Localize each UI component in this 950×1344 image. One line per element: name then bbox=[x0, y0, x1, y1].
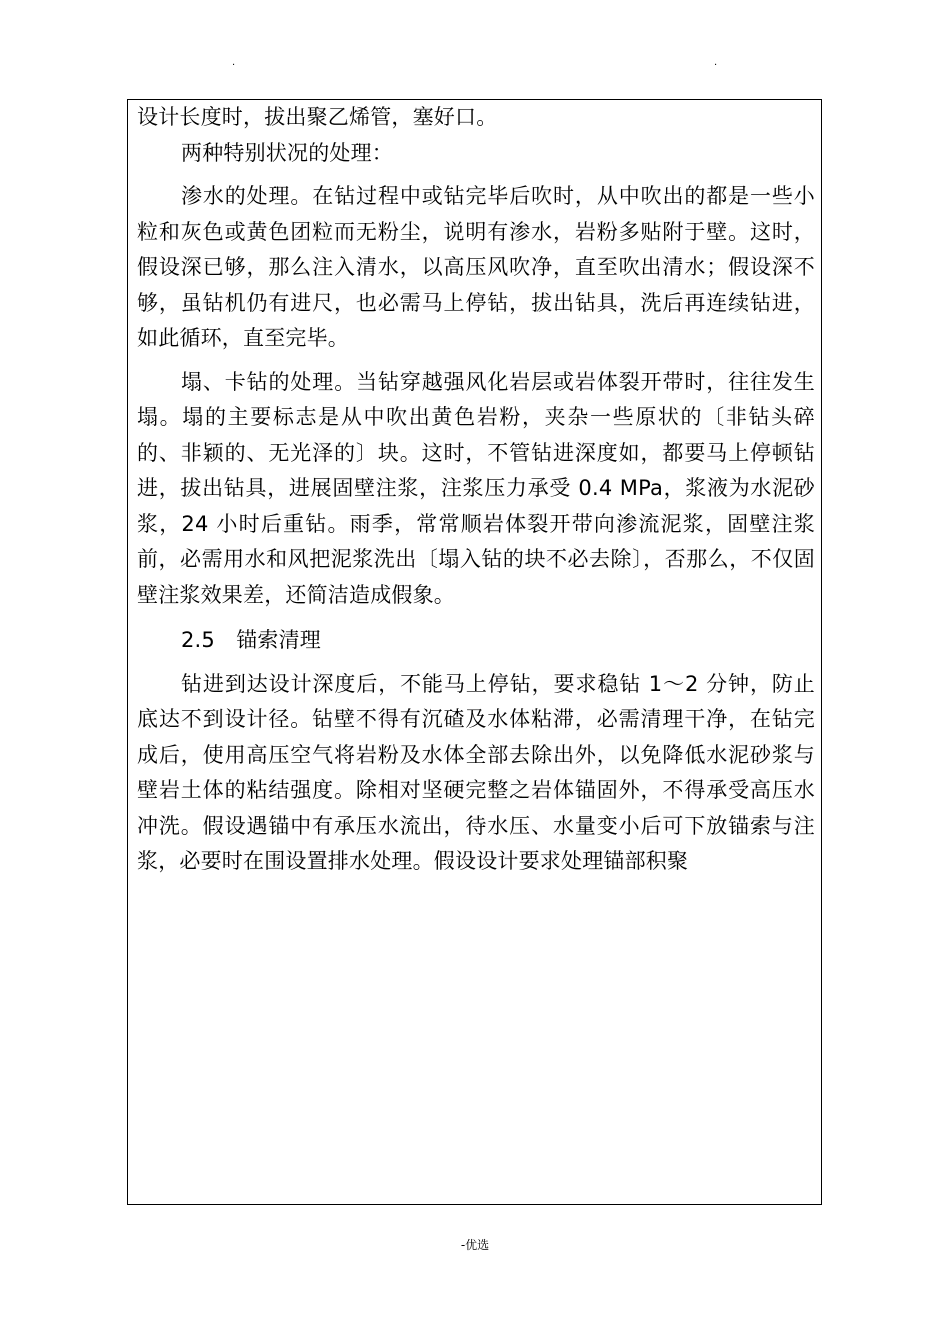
paragraph-continuation: 设计长度时，拔出聚乙烯管，塞好口。 bbox=[137, 105, 498, 129]
paragraph-anchor-cleaning: 钻进到达设计深度后，不能马上停钻，要求稳钻 1～2 分钟，防止底达不到设计径。钻壁不得有沉碴及水体粘滞，必需清理干净，在钻完成后，使用高压空气将岩粉及水体全部去除出外，以免降低水泥砂浆与壁岩土体的粘结强度。除相对坚硬完整之岩体锚固外，不得承受高压水冲洗。假设遇锚中有承压水流出，待水压、水量变小后可下放锚索与注浆，必要时在围设置排水处理。假设设计要求处理锚部积聚 bbox=[137, 671, 815, 873]
paragraph-collapse-handling: 塌、卡钻的处理。当钻穿越强风化岩层或岩体裂开带时，往往发生塌。塌的主要标志是从中吹出黄色岩粉，夹杂一些原状的〔非钻头碎的、非颖的、无光泽的〕块。这时，不管钻进深度如，都要马上停顿钻进，拔出钻具，进展固壁注浆，注浆压力承受 0.4 MPa，浆液为水泥砂浆，24 小时后重钻。雨季，常常顺岩体裂开带向渗流泥浆，固壁注浆前，必需用水和风把泥浆洗出〔塌入钻的块不必去除〕，否那么，不仅固壁注浆效果差，还简洁造成假象。 bbox=[137, 369, 815, 607]
paragraph-special-cases-intro: 两种特别状况的处理： bbox=[181, 140, 393, 165]
section-heading-anchor-cleaning: 2.5 锚索清理 bbox=[181, 628, 321, 652]
paragraph-seepage-handling: 渗水的处理。在钻过程中或钻完毕后吹时，从中吹出的都是一些小粒和灰色或黄色团粒而无粉尘，说明有渗水，岩粉多贴附于壁。这时，假设深已够，那么注入清水，以高压风吹净，直至吹出清水；假设深不够，虽钻机仍有进尺，也必需马上停钻，拔出钻具，洗后再连续钻进，如此循环，直至完毕。 bbox=[137, 184, 815, 350]
header-left-mark: . bbox=[232, 57, 236, 68]
document-body bbox=[137, 100, 815, 880]
page-footer: -优选 bbox=[460, 1238, 490, 1252]
header-right-mark: . bbox=[714, 57, 718, 68]
content-frame bbox=[127, 99, 822, 1205]
